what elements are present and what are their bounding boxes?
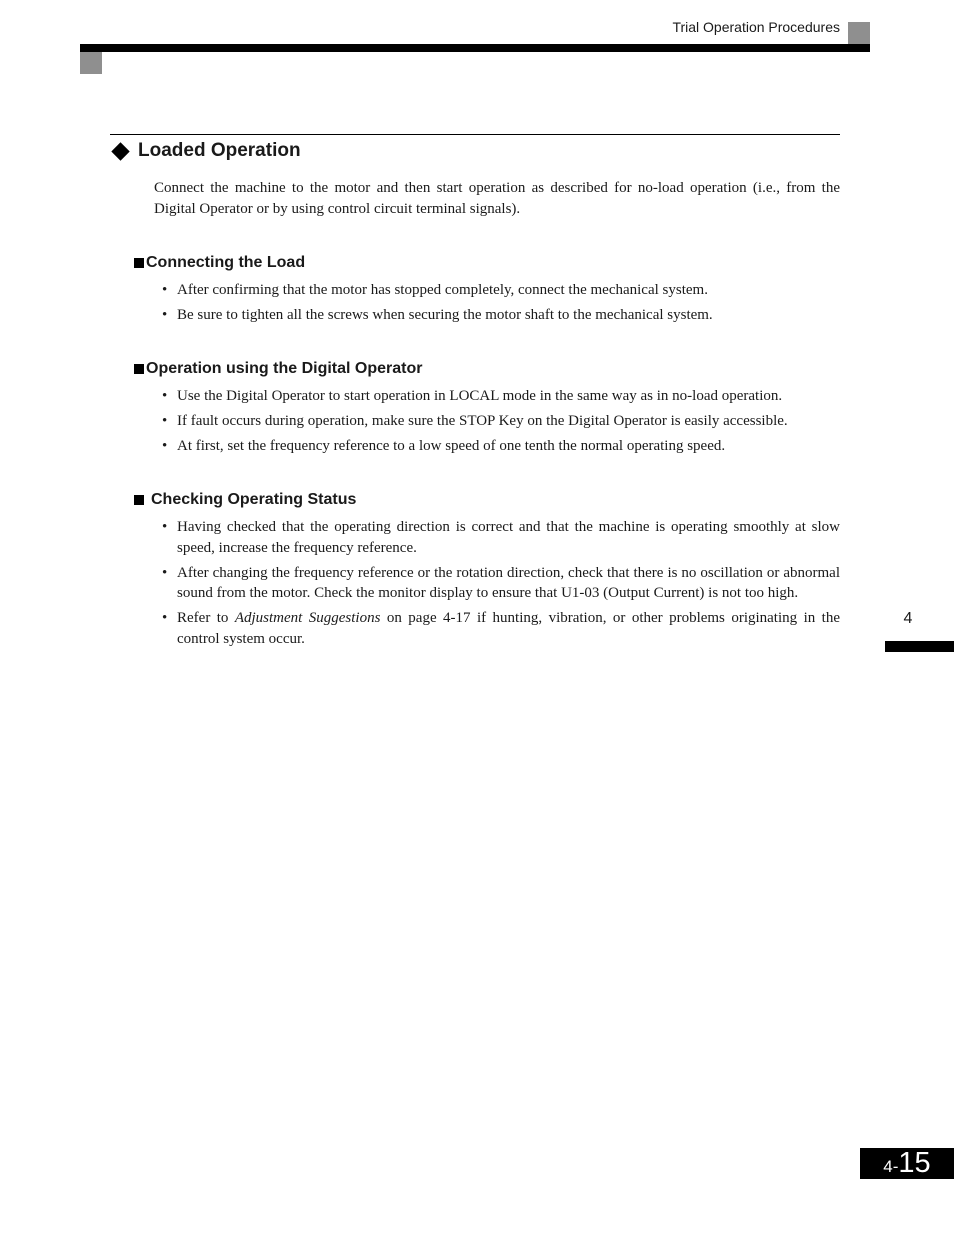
bullet-dot: •: [162, 610, 168, 626]
list-item: • Refer to Adjustment Suggestions on page 4-17 if hunting, vibration, or other problems originating in the control system occur.: [162, 610, 840, 647]
subheading-operating-status: [134, 490, 356, 510]
section-divider: [110, 134, 840, 135]
list-item: • Having checked that the operating direction is correct and that the machine is operating smoothly at slow speed, increase the frequency reference.: [162, 519, 840, 556]
bullet-dot: •: [162, 282, 168, 298]
bullet-dot: •: [162, 413, 168, 429]
list-item: • After confirming that the motor has stopped completely, connect the mechanical system.: [162, 280, 840, 301]
page-number-box: [860, 1148, 954, 1179]
page-number: 15: [898, 1147, 931, 1179]
subheading-digital-operator: [134, 359, 422, 379]
bullet-dot: •: [162, 564, 168, 581]
square-bullet-icon: [134, 364, 144, 374]
bullet-dot: •: [162, 307, 168, 323]
bullet-dot: •: [162, 519, 168, 535]
chapter-tab-bar: [885, 641, 954, 652]
operating-status-list: [162, 517, 840, 654]
cross-reference-link[interactable]: Adjustment Suggestions: [234, 610, 381, 626]
square-bullet-icon: [134, 258, 144, 268]
subheading-text: Checking Operating Status: [151, 491, 357, 508]
header-marker-square: [848, 22, 870, 44]
list-item: • Be sure to tighten all the screws when securing the motor shaft to the mechanical system.: [162, 305, 840, 326]
bullet-dot: •: [162, 438, 168, 454]
list-item: • At first, set the frequency reference to a low speed of one tenth the normal operating speed.: [162, 436, 840, 457]
chapter-tab-number: 4: [903, 610, 913, 627]
list-item: • Use the Digital Operator to start operation in LOCAL mode in the same way as in no-load operation.: [162, 386, 840, 407]
intro-paragraph: Connect the machine to the motor and then start operation as described for no-load operation (i.e., from the Digital Operator or by using control circuit terminal signals).: [154, 180, 840, 217]
section-title-text: Loaded Operation: [138, 140, 301, 161]
bullet-dot: •: [162, 388, 168, 404]
square-bullet-icon: [134, 495, 144, 505]
subheading-text: Operation using the Digital Operator: [146, 360, 423, 377]
page-number-prefix: 4-: [883, 1157, 899, 1176]
header-marker-square-left: [80, 52, 102, 74]
connecting-list: [162, 280, 840, 330]
list-item: • If fault occurs during operation, make sure the STOP Key on the Digital Operator is easily accessible.: [162, 411, 840, 432]
diamond-bullet-icon: [111, 142, 129, 160]
running-header: Trial Operation Procedures: [672, 19, 840, 35]
subheading-connecting-load: [134, 253, 305, 273]
subheading-text: Connecting the Load: [146, 254, 306, 271]
digital-operator-list: [162, 386, 840, 461]
header-rule: [80, 44, 870, 52]
section-title: [110, 138, 301, 164]
list-item: • After changing the frequency reference or the rotation direction, check that there is no oscillation or abnormal sound from the motor. Check the monitor display to ensure that U1-03 (Output Current) is not too high.: [162, 564, 840, 601]
